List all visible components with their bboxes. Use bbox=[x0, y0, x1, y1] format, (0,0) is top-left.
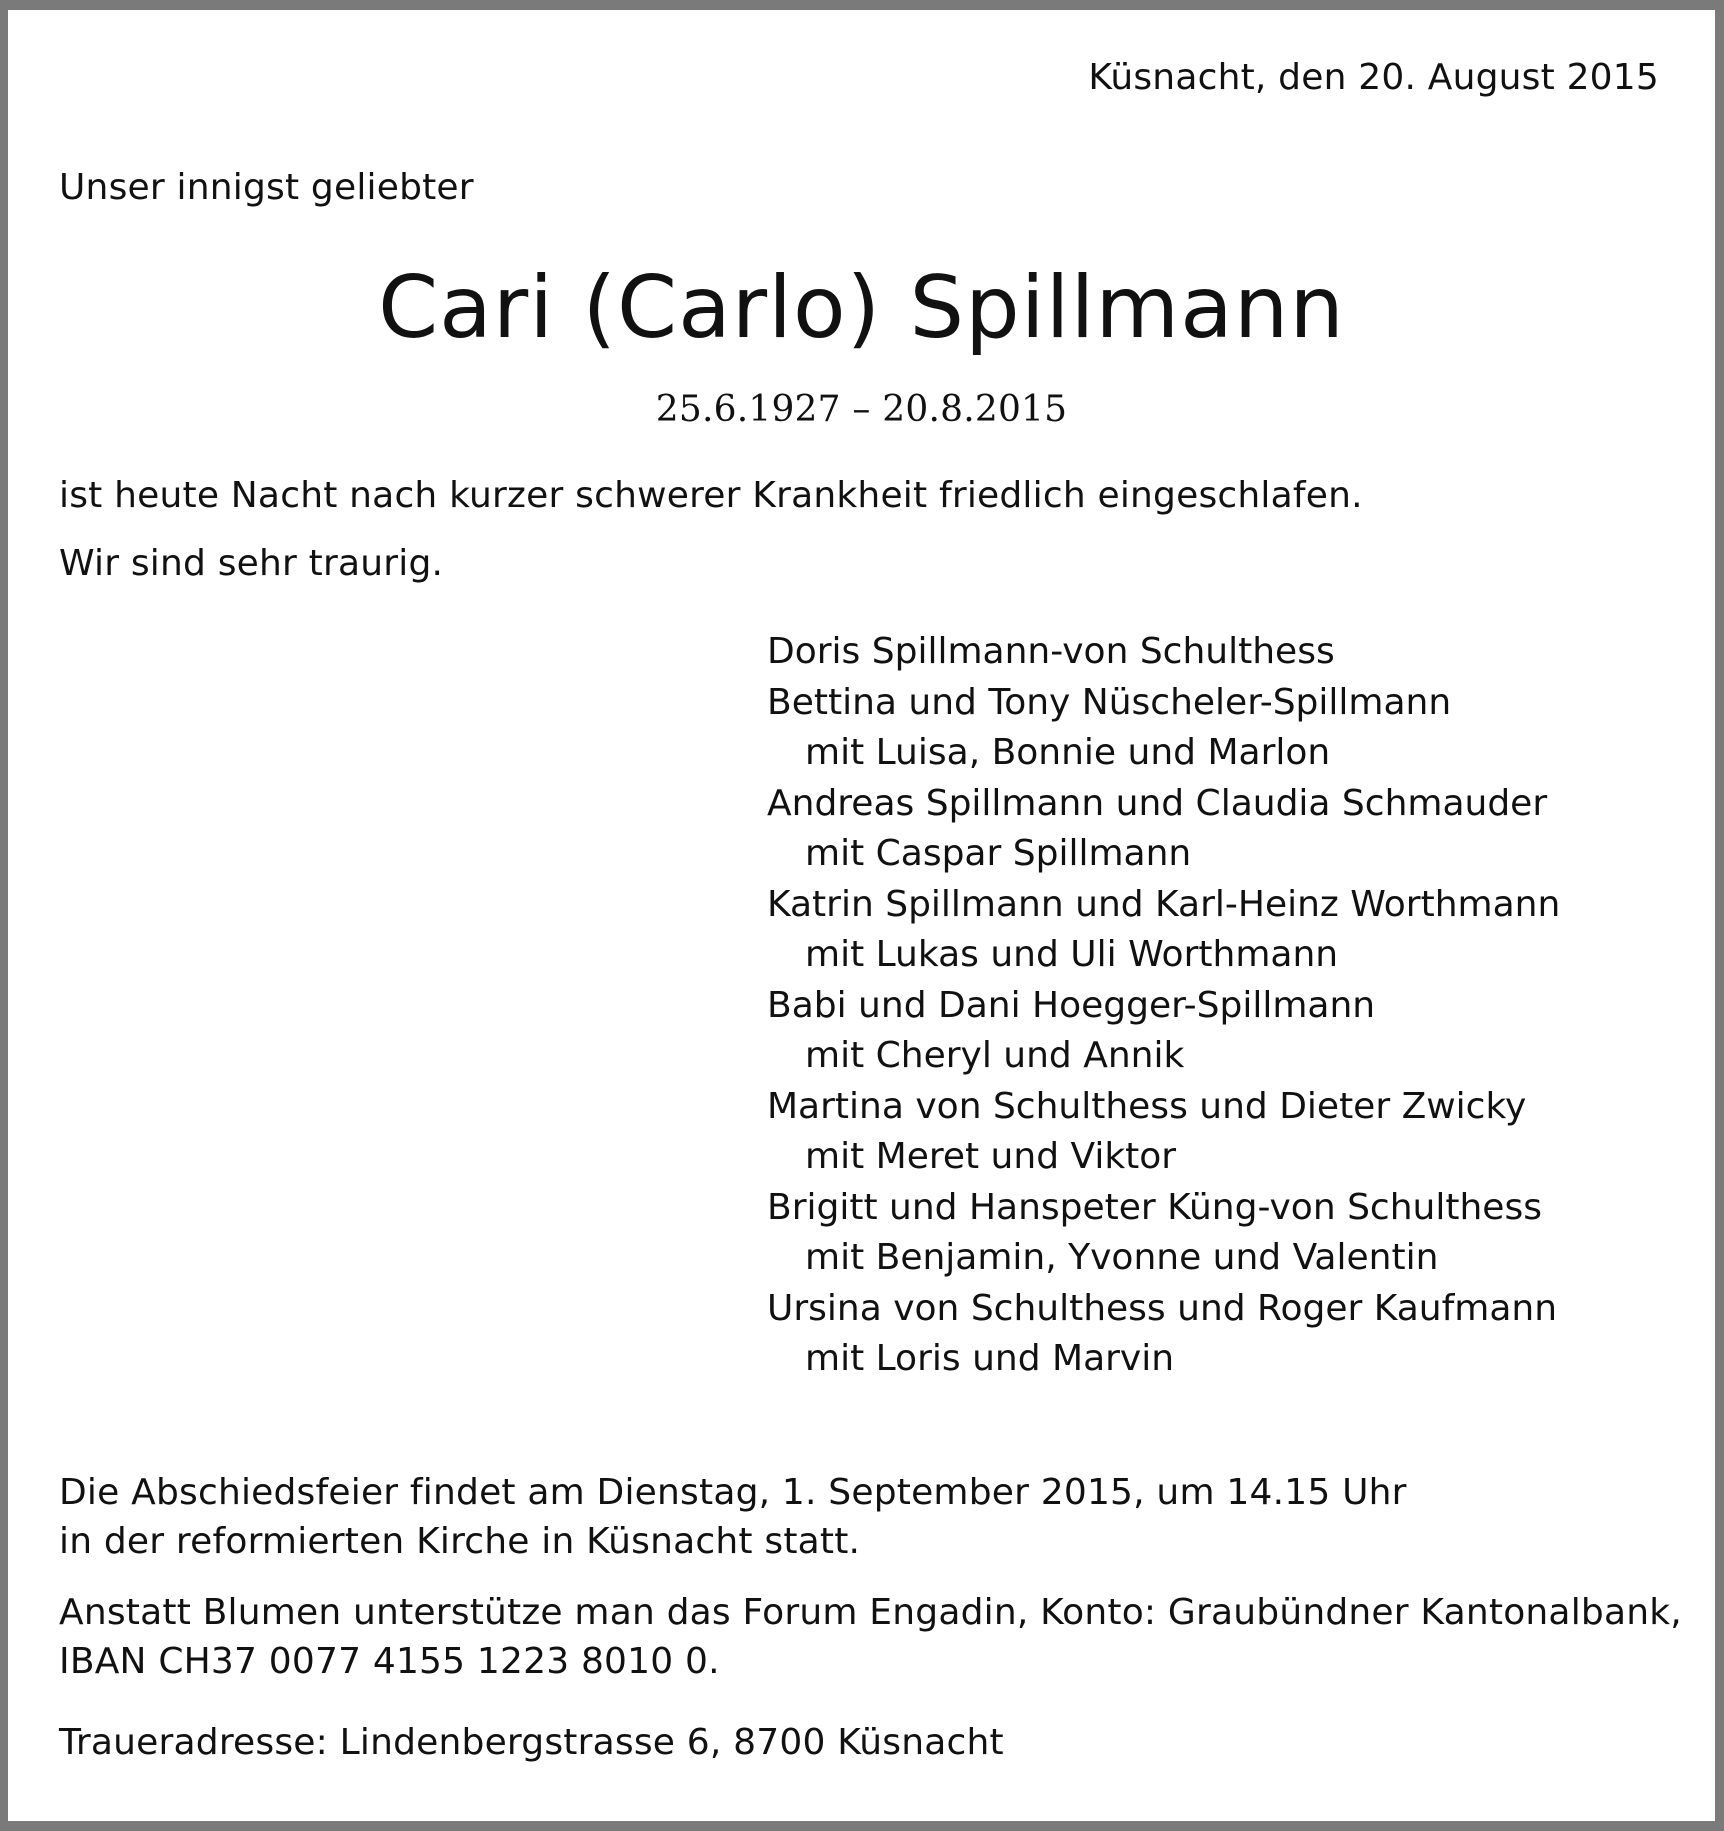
deceased-name: Cari (Carlo) Spillmann bbox=[378, 258, 1345, 358]
mourner-children-entry: mit Benjamin, Yvonne und Valentin bbox=[805, 1237, 1439, 1278]
mourner-entry: Doris Spillmann-von Schulthess bbox=[767, 631, 1335, 672]
mourners-list bbox=[767, 627, 1560, 1385]
mourner-children-entry: mit Loris und Marvin bbox=[805, 1338, 1175, 1379]
life-dates: 25.6.1927 – 20.8.2015 bbox=[655, 389, 1068, 430]
mourner-children-entry: mit Luisa, Bonnie und Marlon bbox=[805, 732, 1331, 773]
mourner-entry: Bettina und Tony Nüscheler-Spillmann bbox=[767, 681, 1452, 723]
mourner-children-entry: mit Cheryl und Annik bbox=[805, 1035, 1185, 1076]
donation-line-1: Anstatt Blumen unterstütze man das Forum Engadin, Konto: Graubündner Kantonalbank, bbox=[59, 1592, 1682, 1633]
mourner-entry: Brigitt und Hanspeter Küng-von Schulthess bbox=[767, 1186, 1542, 1228]
message-line-2: Wir sind sehr traurig. bbox=[59, 543, 444, 584]
mourner-entry: Andreas Spillmann und Claudia Schmauder bbox=[767, 782, 1548, 824]
mourner-children-entry: mit Lukas und Uli Worthmann bbox=[805, 934, 1339, 975]
message-line-1: ist heute Nacht nach kurzer schwerer Krankheit friedlich eingeschlafen. bbox=[59, 475, 1363, 516]
intro-text: Unser innigst geliebter bbox=[59, 167, 474, 208]
mourner-entry: Martina von Schulthess und Dieter Zwicky bbox=[767, 1085, 1527, 1127]
mourning-address: Traueradresse: Lindenbergstrasse 6, 8700 Küsnacht bbox=[59, 1722, 1004, 1763]
ceremony-line-1: Die Abschiedsfeier findet am Dienstag, 1. September 2015, um 14.15 Uhr bbox=[59, 1472, 1407, 1513]
mourner-entry: Katrin Spillmann und Karl-Heinz Worthmann bbox=[767, 883, 1561, 925]
place-and-date: Küsnacht, den 20. August 2015 bbox=[1088, 57, 1659, 98]
mourner-children-entry: mit Meret und Viktor bbox=[805, 1136, 1177, 1177]
mourner-children-entry: mit Caspar Spillmann bbox=[805, 833, 1192, 874]
donation-line-2: IBAN CH37 0077 4155 1223 8010 0. bbox=[59, 1641, 720, 1682]
obituary-page bbox=[8, 10, 1715, 1821]
mourner-entry: Ursina von Schulthess und Roger Kaufmann bbox=[767, 1287, 1558, 1329]
ceremony-line-2: in der reformierten Kirche in Küsnacht statt. bbox=[59, 1521, 861, 1562]
mourner-entry: Babi und Dani Hoegger-Spillmann bbox=[767, 984, 1376, 1026]
